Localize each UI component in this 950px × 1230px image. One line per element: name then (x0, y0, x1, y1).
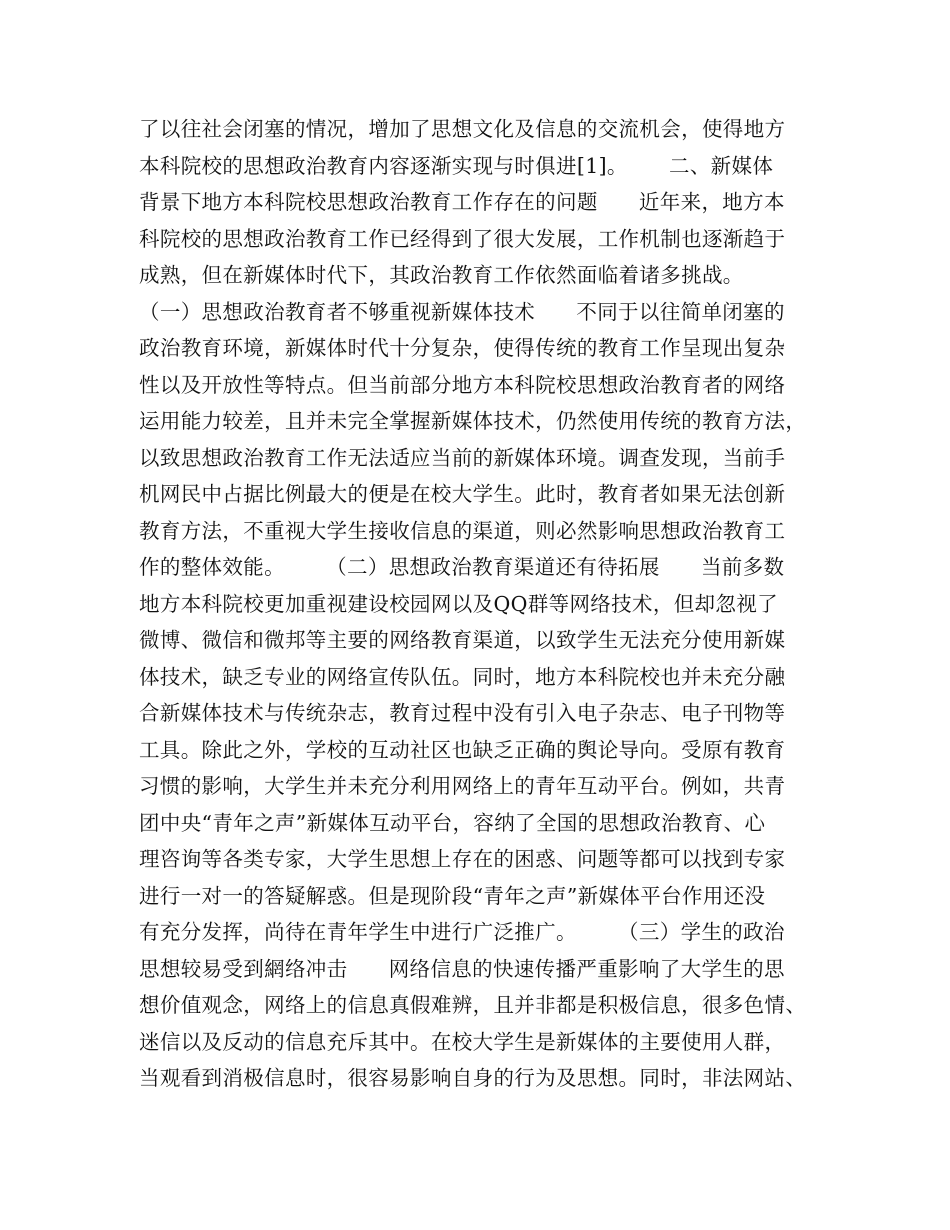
text-line: 进行一对一的答疑解惑。但是现阶段“青年之声”新媒体平台作用还没 (139, 883, 766, 908)
text-line: （一）思想政治教育者不够重视新媒体技术 不同于以往简单闭塞的 (139, 299, 785, 324)
text-line: 成熟，但在新媒体时代下，其政治教育工作依然面临着诸多挑战。 (139, 263, 744, 287)
text-line: 科院校的思想政治教育工作已经得到了很大发展，工作机制也逐渐趋于 (139, 226, 786, 251)
text-line: 运用能力较差，且并未完全掌握新媒体技术，仍然使用传统的教育方法， (139, 409, 807, 433)
text-line: 以致思想政治教育工作无法适应当前的新媒体环境。调查发现，当前手 (139, 445, 786, 470)
text-line: 工具。除此之外，学校的互动社区也缺乏正确的舆论导向。受原有教育 (139, 737, 786, 762)
text-line: 习惯的影响，大学生并未充分利用网络上的青年互动平台。例如，共青 (139, 774, 786, 798)
text-line: 作的整体效能。 （二）思想政治教育渠道还有待拓展 当前多数 (139, 555, 785, 579)
text-line: 微博、微信和微邦等主要的网络教育渠道，以致学生无法充分使用新媒 (139, 628, 786, 652)
text-line: 背景下地方本科院校思想政治教育工作存在的问题 近年来，地方本 (139, 190, 785, 214)
text-line: 思想较易受到網络冲击 网络信息的快速传播严重影响了大学生的思 (139, 956, 785, 981)
text-line: 地方本科院校更加重视建设校园网以及QQ群等网络技术，但却忽视了 (139, 591, 778, 616)
text-line: 迷信以及反动的信息充斥其中。在校大学生是新媒体的主要使用人群， (139, 1029, 786, 1054)
text-line: 想价值观念，网络上的信息真假难辨，且并非都是积极信息，很多色情、 (139, 993, 807, 1017)
text-line: 性以及开放性等特点。但当前部分地方本科院校思想政治教育者的网络 (139, 372, 786, 397)
text-line: 体技术，缺乏专业的网络宣传队伍。同时，地方本科院校也并未充分融 (139, 664, 786, 689)
text-line: 机网民中占据比例最大的便是在校大学生。此时，教育者如果无法创新 (139, 482, 786, 506)
text-line: 教育方法，不重视大学生接收信息的渠道，则必然影响思想政治教育工 (139, 518, 786, 543)
text-line: 政治教育环境，新媒体时代十分复杂，使得传统的教育工作呈现出复杂 (139, 336, 786, 360)
text-line: 合新媒体技术与传统杂志，教育过程中没有引入电子杂志、电子刊物等 (139, 701, 786, 725)
body-text (139, 111, 819, 1097)
text-line: 了以往社会闭塞的情况，增加了思想文化及信息的交流机会，使得地方 (139, 117, 786, 141)
text-line: 理咨询等各类专家，大学生思想上存在的困惑、问题等都可以找到专家 (139, 847, 786, 871)
text-line: 本科院校的思想政治教育内容逐渐实现与时俱进[1]。 二、新媒体 (139, 153, 774, 178)
text-line: 有充分发挥，尚待在青年学生中进行广泛推广。 （三）学生的政治 (139, 920, 785, 944)
text-line: 当观看到消极信息时，很容易影响自身的行为及思想。同时，非法网站、 (139, 1066, 807, 1090)
text-line: 团中央“青年之声”新媒体互动平台，容纳了全国的思想政治教育、心 (139, 810, 766, 835)
